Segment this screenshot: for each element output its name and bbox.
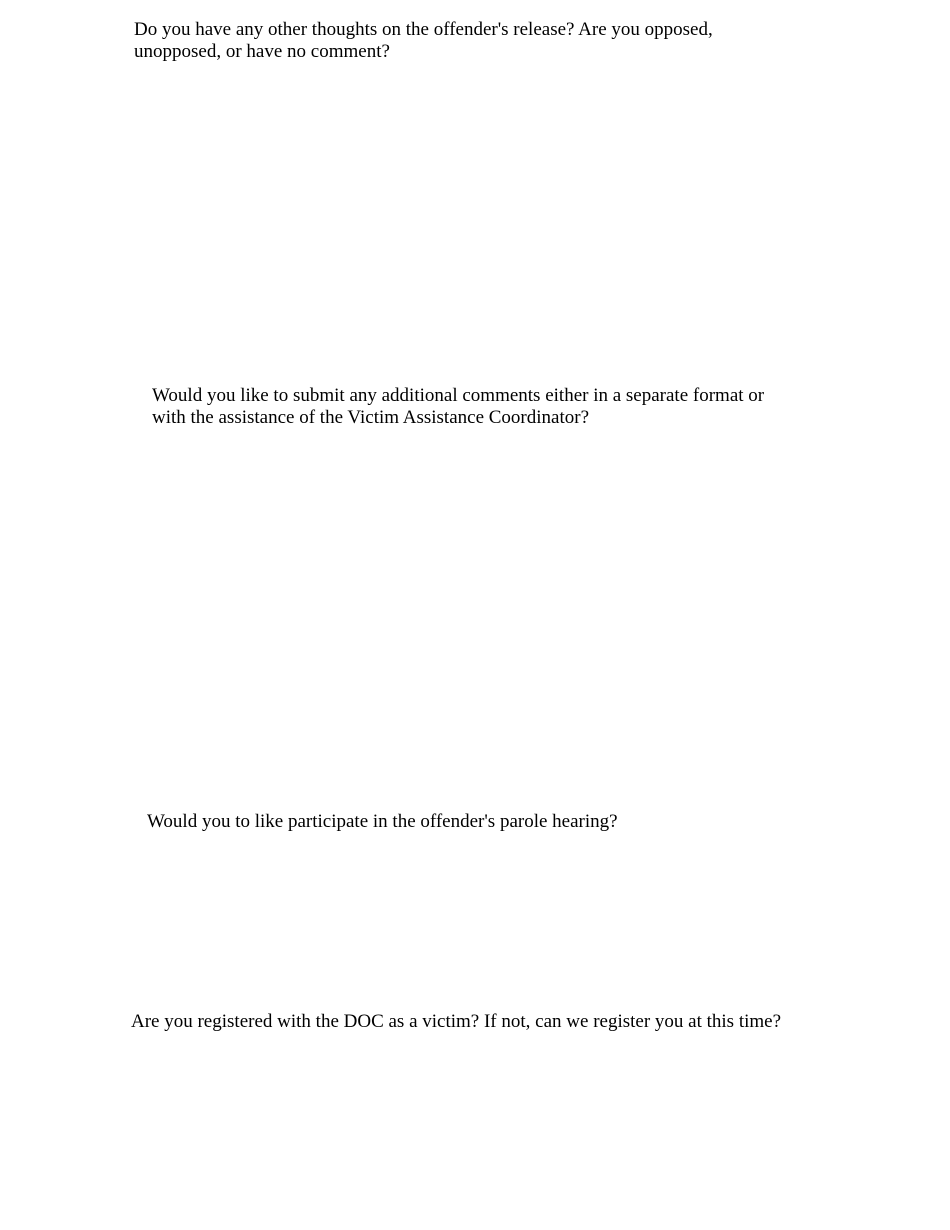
question-additional-comments: Would you like to submit any additional comments either in a separate format or with the assistance of the Victim Assistance Coordinator?: [152, 385, 765, 428]
question-release-thoughts: Do you have any other thoughts on the offender's release? Are you opposed, unopposed, or have no comment?: [134, 19, 713, 62]
answer-area-release-thoughts: [134, 70, 814, 370]
question-parole-hearing: Would you to like participate in the offender's parole hearing?: [147, 811, 618, 832]
answer-area-additional-comments: [134, 440, 814, 800]
question-doc-registration: Are you registered with the DOC as a victim? If not, can we register you at this time?: [131, 1011, 782, 1032]
answer-area-parole-hearing: [134, 845, 814, 995]
answer-area-doc-registration: [134, 1045, 814, 1215]
